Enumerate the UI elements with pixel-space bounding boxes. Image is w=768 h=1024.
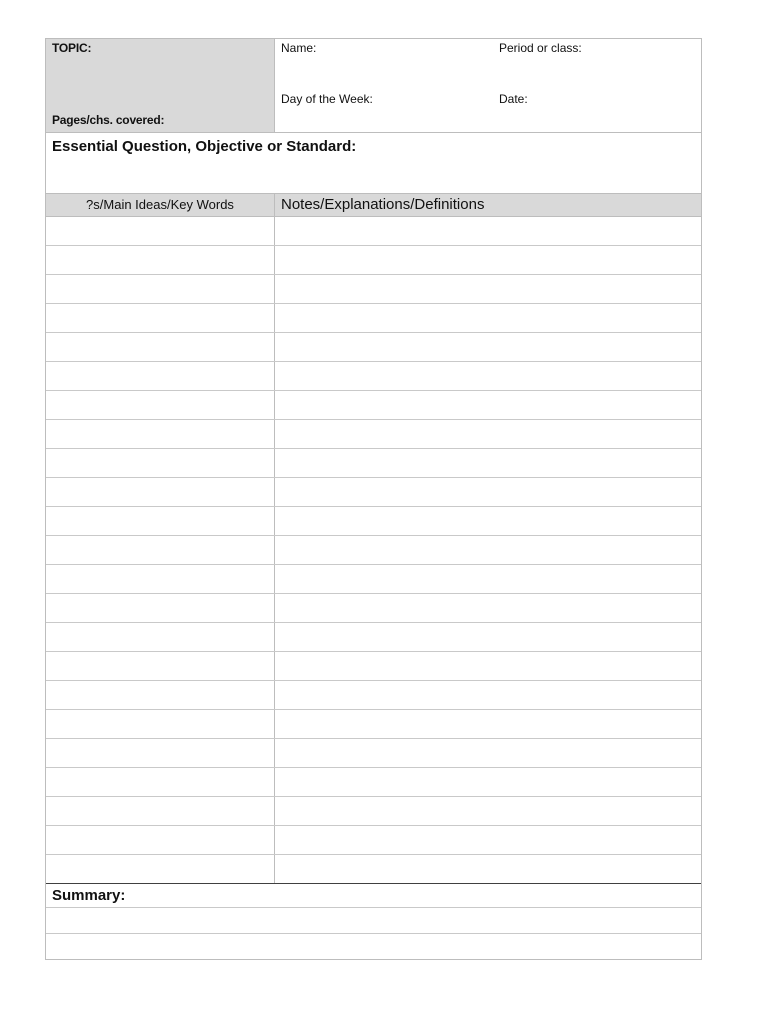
key-word-cell[interactable] [46, 478, 275, 506]
key-word-cell[interactable] [46, 768, 275, 796]
key-word-cell[interactable] [46, 826, 275, 854]
key-word-cell[interactable] [46, 304, 275, 332]
summary-section [46, 884, 701, 959]
columns-header [46, 194, 701, 217]
key-word-cell[interactable] [46, 594, 275, 622]
student-info-cell [275, 39, 701, 132]
note-row [46, 565, 701, 594]
key-word-cell[interactable] [46, 681, 275, 709]
key-word-cell[interactable] [46, 652, 275, 680]
note-row [46, 507, 701, 536]
topic-cell[interactable] [46, 39, 275, 132]
note-row [46, 333, 701, 362]
essential-question-label: Essential Question, Objective or Standard: [52, 138, 357, 155]
notes-cell[interactable] [275, 739, 701, 767]
notes-cell[interactable] [275, 391, 701, 419]
key-word-cell[interactable] [46, 797, 275, 825]
note-row [46, 217, 701, 246]
note-row [46, 739, 701, 768]
notes-cell[interactable] [275, 478, 701, 506]
note-row [46, 304, 701, 333]
key-word-cell[interactable] [46, 623, 275, 651]
notes-cell[interactable] [275, 217, 701, 245]
note-row [46, 855, 701, 883]
cornell-notes-sheet [45, 38, 702, 960]
note-row [46, 826, 701, 855]
key-word-cell[interactable] [46, 246, 275, 274]
note-row [46, 420, 701, 449]
key-word-cell[interactable] [46, 855, 275, 883]
key-word-cell[interactable] [46, 333, 275, 361]
period-label: Period or class: [499, 41, 582, 55]
summary-line[interactable] [46, 934, 701, 959]
note-row [46, 449, 701, 478]
key-word-cell[interactable] [46, 710, 275, 738]
notes-cell[interactable] [275, 246, 701, 274]
notes-cell[interactable] [275, 768, 701, 796]
note-row [46, 246, 701, 275]
topic-label: TOPIC: [52, 41, 92, 55]
key-word-cell[interactable] [46, 391, 275, 419]
note-row [46, 362, 701, 391]
key-word-cell[interactable] [46, 536, 275, 564]
note-row [46, 594, 701, 623]
notes-cell[interactable] [275, 594, 701, 622]
note-row [46, 652, 701, 681]
summary-label: Summary: [52, 887, 126, 904]
notes-cell[interactable] [275, 623, 701, 651]
date-label: Date: [499, 92, 528, 106]
notes-cell[interactable] [275, 855, 701, 883]
note-row [46, 797, 701, 826]
summary-label-row [46, 884, 701, 908]
notes-cell[interactable] [275, 449, 701, 477]
key-word-cell[interactable] [46, 739, 275, 767]
notes-cell[interactable] [275, 565, 701, 593]
notes-cell[interactable] [275, 362, 701, 390]
key-word-cell[interactable] [46, 217, 275, 245]
note-row [46, 623, 701, 652]
notes-cell[interactable] [275, 304, 701, 332]
note-row [46, 275, 701, 304]
notes-header: Notes/Explanations/Definitions [281, 196, 485, 213]
notes-cell[interactable] [275, 826, 701, 854]
sheet-header [46, 39, 701, 133]
key-word-cell[interactable] [46, 420, 275, 448]
note-row [46, 478, 701, 507]
key-word-cell[interactable] [46, 362, 275, 390]
notes-cell[interactable] [275, 710, 701, 738]
notes-cell[interactable] [275, 275, 701, 303]
notes-cell[interactable] [275, 652, 701, 680]
note-row [46, 768, 701, 797]
note-row [46, 681, 701, 710]
notes-cell[interactable] [275, 797, 701, 825]
essential-question-field[interactable] [46, 133, 701, 194]
notes-cell[interactable] [275, 507, 701, 535]
notes-cell[interactable] [275, 681, 701, 709]
note-row [46, 536, 701, 565]
key-word-cell[interactable] [46, 565, 275, 593]
day-of-week-label: Day of the Week: [281, 92, 373, 106]
notes-cell[interactable] [275, 333, 701, 361]
key-word-cell[interactable] [46, 507, 275, 535]
key-word-cell[interactable] [46, 449, 275, 477]
summary-line[interactable] [46, 908, 701, 934]
notes-cell[interactable] [275, 536, 701, 564]
key-word-cell[interactable] [46, 275, 275, 303]
notes-table [46, 217, 701, 884]
main-ideas-header: ?s/Main Ideas/Key Words [46, 194, 275, 216]
notes-cell[interactable] [275, 420, 701, 448]
pages-covered-label: Pages/chs. covered: [52, 113, 165, 127]
name-label: Name: [281, 41, 317, 55]
note-row [46, 710, 701, 739]
note-row [46, 391, 701, 420]
